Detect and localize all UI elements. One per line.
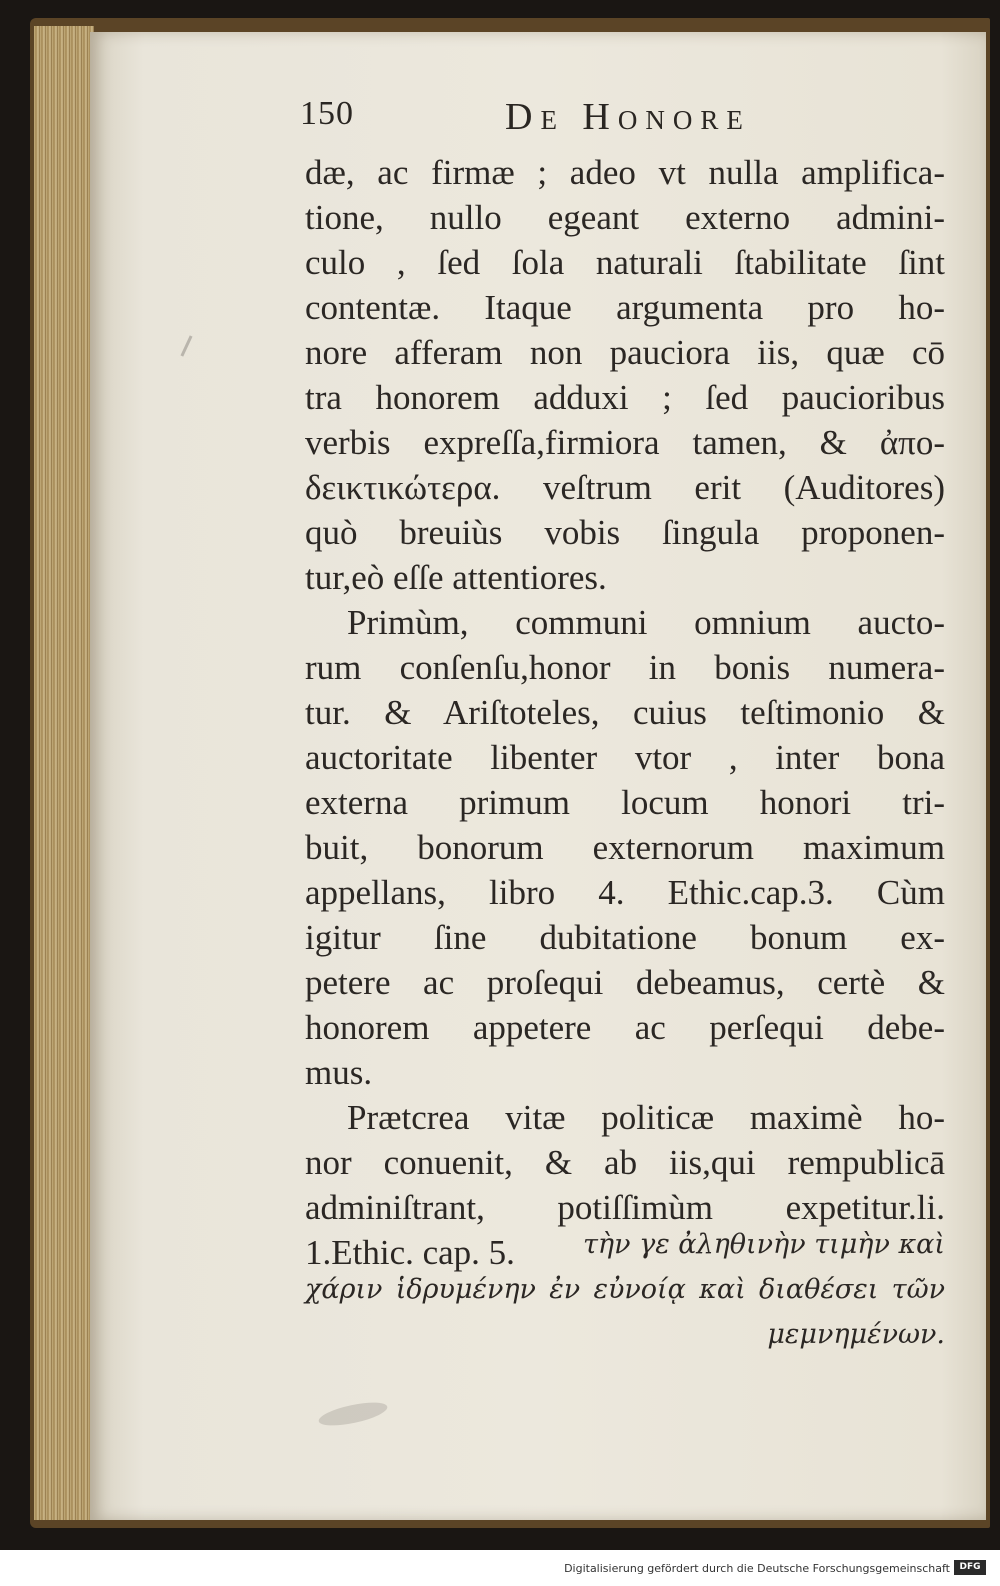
text-line: verbis expreſſa,firmiora tamen, & ἀπο- bbox=[305, 423, 945, 462]
body-text bbox=[305, 150, 945, 1275]
text-line: adminiſtrant, potiſſimùm expetitur.li. bbox=[305, 1188, 945, 1227]
text-line: tione, nullo egeant externo admini- bbox=[305, 198, 945, 237]
text-line: Prætcrea vitæ politicæ maximè ho- bbox=[347, 1098, 945, 1137]
text-line: dæ, ac firmæ ; adeo vt nulla amplifica- bbox=[305, 153, 945, 192]
footer-bar bbox=[0, 1550, 1000, 1586]
page-edges bbox=[34, 26, 94, 1520]
text-line: tra honorem adduxi ; ſed paucioribus bbox=[305, 378, 945, 417]
greek-line: τὴν γε ἀληθινὴν τιμὴν καὶ bbox=[582, 1229, 945, 1260]
text-line: quò breuiùs vobis ſingula proponen- bbox=[305, 513, 945, 552]
page-number: 150 bbox=[300, 95, 354, 132]
text-line: Primùm, communi omnium aucto- bbox=[347, 603, 945, 642]
text-line: 1.Ethic. cap. 5. bbox=[305, 1233, 515, 1272]
greek-line: χάριν ἱδρυμένην ἐν εὐνοίᾳ καὶ διαθέσει τῶν bbox=[305, 1274, 945, 1305]
text-line: rum conſenſu,honor in bonis numera- bbox=[305, 648, 945, 687]
text-line: mus. bbox=[305, 1053, 373, 1092]
text-line: nore afferam non pauciora iis, quæ cō bbox=[305, 333, 945, 372]
page-header bbox=[300, 95, 860, 145]
text-line: tur. & Ariſtoteles, cuius teſtimonio & bbox=[305, 693, 945, 732]
running-head: De Honore bbox=[505, 96, 751, 138]
text-line: honorem appetere ac perſequi debe- bbox=[305, 1008, 945, 1047]
funding-credit: Digitalisierung gefördert durch die Deutsche Forschungsgemeinschaft bbox=[564, 1562, 950, 1575]
text-line: contentæ. Itaque argumenta pro ho- bbox=[305, 288, 945, 327]
text-line: culo , ſed ſola naturali ſtabilitate ſint bbox=[305, 243, 945, 282]
text-line: petere ac proſequi debeamus, certè & bbox=[305, 963, 945, 1002]
dfg-logo-icon: DFG bbox=[954, 1560, 986, 1575]
text-line: igitur ſine dubitatione bonum ex- bbox=[305, 918, 945, 957]
text-line: externa primum locum honori tri- bbox=[305, 783, 945, 822]
text-line: nor conuenit, & ab iis,qui rempublicā bbox=[305, 1143, 945, 1182]
text-line: tur,eò eſſe attentiores. bbox=[305, 558, 607, 597]
greek-line: μεμνημένων. bbox=[767, 1319, 945, 1350]
text-line: auctoritate libenter vtor , inter bona bbox=[305, 738, 945, 777]
text-line: buit, bonorum externorum maximum bbox=[305, 828, 945, 867]
text-line: δεικτικώτερα. veſtrum erit (Auditores) bbox=[305, 468, 945, 507]
text-line: appellans, libro 4. Ethic.cap.3. Cùm bbox=[305, 873, 945, 912]
greek-quotation bbox=[305, 1222, 945, 1357]
